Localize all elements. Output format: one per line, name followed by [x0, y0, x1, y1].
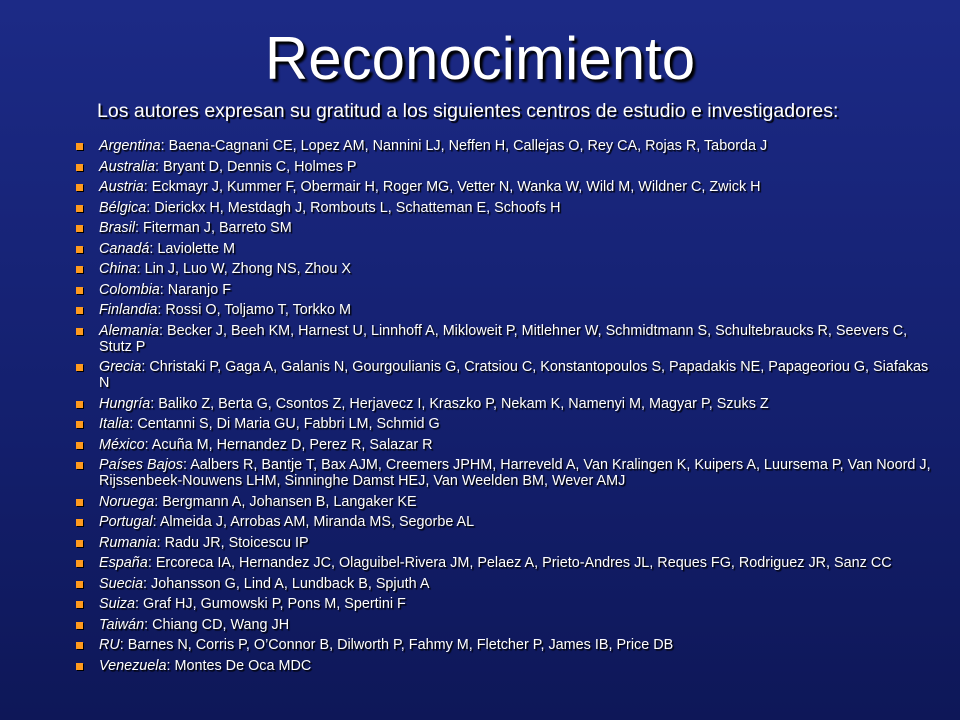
square-bullet-icon: [76, 307, 83, 314]
list-item: [76, 220, 936, 236]
separator: :: [143, 179, 152, 195]
list-item: [76, 302, 936, 318]
list-item: [76, 437, 936, 453]
country-name: Argentina: [99, 138, 161, 154]
separator: :: [150, 395, 159, 412]
investigator-names: Acuña M, Hernandez D, Perez R, Salazar R: [151, 436, 433, 453]
separator: :: [144, 616, 153, 633]
square-bullet-icon: [76, 246, 83, 253]
list-item: [76, 200, 936, 216]
country-name: Hungría: [99, 395, 151, 412]
separator: :: [147, 555, 156, 571]
slide-title: Reconocimiento: [264, 25, 696, 92]
square-bullet-icon: [76, 401, 83, 408]
separator: :: [154, 493, 163, 510]
square-bullet-icon: [76, 499, 83, 506]
square-bullet-icon: [76, 164, 83, 171]
investigator-names: Naranjo F: [167, 281, 231, 298]
investigator-names: Baliko Z, Berta G, Csontos Z, Herjavecz I, Kraszko P, Nekam K, Namenyi M, Magyar P, Szuks Z: [158, 395, 769, 412]
separator: :: [149, 240, 158, 257]
separator: :: [157, 302, 166, 318]
country-name: RU: [99, 637, 120, 653]
square-bullet-icon: [76, 622, 83, 629]
country-name: Colombia: [99, 281, 160, 298]
country-name: Rumania: [99, 534, 157, 551]
list-item: [76, 494, 936, 510]
investigator-names: Laviolette M: [157, 240, 236, 257]
separator: :: [136, 261, 145, 277]
list-item: [76, 617, 936, 633]
country-name: Suiza: [99, 596, 135, 612]
investigator-names: Graf HJ, Gumowski P, Pons M, Spertini F: [143, 596, 406, 612]
square-bullet-icon: [76, 519, 83, 526]
investigator-names: Bryant D, Dennis C, Holmes P: [163, 158, 357, 175]
investigator-names: Baena-Cagnani CE, Lopez AM, Nannini LJ, Neffen H, Callejas O, Rey CA, Rojas R, Taborda J: [168, 138, 768, 154]
list-item: [76, 637, 936, 653]
separator: :: [183, 457, 191, 473]
list-item: [76, 241, 936, 257]
investigator-names: Chiang CD, Wang JH: [152, 616, 290, 633]
square-bullet-icon: [76, 328, 83, 335]
investigator-names: Radu JR, Stoicescu IP: [164, 534, 309, 551]
acknowledgement-list: [76, 138, 936, 678]
separator: :: [166, 657, 175, 674]
country-name: Portugal: [99, 514, 153, 530]
separator: :: [155, 158, 163, 175]
square-bullet-icon: [76, 266, 83, 273]
square-bullet-icon: [76, 184, 83, 191]
country-name: Bélgica: [99, 199, 147, 216]
slide-subtitle: Los autores expresan su gratitud a los siguientes centros de estudio e investigadores:: [97, 100, 839, 122]
country-name: Australia: [99, 158, 155, 175]
country-name: Alemania: [99, 322, 159, 339]
separator: :: [152, 514, 160, 530]
square-bullet-icon: [76, 205, 83, 212]
separator: :: [135, 596, 143, 612]
separator: :: [144, 436, 152, 453]
list-item: [76, 457, 936, 489]
list-item: [76, 514, 936, 530]
square-bullet-icon: [76, 421, 83, 428]
square-bullet-icon: [76, 442, 83, 449]
square-bullet-icon: [76, 560, 83, 567]
list-item: [76, 359, 936, 391]
country-name: Suecia: [99, 575, 144, 592]
list-item: [76, 138, 936, 154]
list-item: [76, 282, 936, 298]
square-bullet-icon: [76, 601, 83, 608]
square-bullet-icon: [76, 663, 83, 670]
square-bullet-icon: [76, 225, 83, 232]
list-item: [76, 555, 936, 571]
country-name: España: [99, 555, 148, 571]
separator: :: [134, 220, 143, 236]
list-item: [76, 658, 936, 674]
investigator-names: Christaki P, Gaga A, Galanis N, Gourgoulianis G, Cratsiou C, Konstantopoulos S, Papadakis NE, Papageoriou G, Siafakas N: [99, 359, 929, 391]
investigator-names: Johansson G, Lind A, Lundback B, Spjuth A: [151, 575, 430, 592]
list-item: [76, 261, 936, 277]
list-item: [76, 535, 936, 551]
investigator-names: Centanni S, Di Maria GU, Fabbri LM, Schmid G: [137, 416, 440, 432]
list-item: [76, 159, 936, 175]
country-name: Brasil: [99, 220, 135, 236]
separator: :: [119, 637, 128, 653]
list-item: [76, 323, 936, 355]
investigator-names: Lin J, Luo W, Zhong NS, Zhou X: [144, 261, 351, 277]
square-bullet-icon: [76, 540, 83, 547]
country-name: Venezuela: [99, 657, 167, 674]
country-name: Canadá: [99, 240, 150, 257]
country-name: Austria: [99, 179, 144, 195]
country-name: México: [99, 436, 145, 453]
investigator-names: Rossi O, Toljamo T, Torkko M: [165, 302, 351, 318]
country-name: Finlandia: [99, 302, 158, 318]
separator: :: [159, 281, 168, 298]
square-bullet-icon: [76, 642, 83, 649]
separator: :: [129, 416, 138, 432]
square-bullet-icon: [76, 287, 83, 294]
investigator-names: Becker J, Beeh KM, Harnest U, Linnhoff A, Mikloweit P, Mitlehner W, Schmidtmann S, Schultebraucks R, Seevers C, Stutz P: [99, 322, 908, 355]
investigator-names: Aalbers R, Bantje T, Bax AJM, Creemers JPHM, Harreveld A, Van Kralingen K, Kuipers A, Luursema P, Van Noord J, Rijssenbeek-Nouwens LHM, Sinninghe Damst HEJ, Van Weelden BM, Wever AMJ: [99, 457, 931, 489]
investigator-names: Eckmayr J, Kummer F, Obermair H, Roger MG, Vetter N, Wanka W, Wild M, Wildner C, Zwick H: [151, 179, 761, 195]
investigator-names: Dierickx H, Mestdagh J, Rombouts L, Schatteman E, Schoofs H: [154, 199, 561, 216]
country-name: Grecia: [99, 359, 142, 375]
separator: :: [160, 138, 169, 154]
square-bullet-icon: [76, 462, 83, 469]
list-item: [76, 416, 936, 432]
country-name: China: [99, 261, 137, 277]
investigator-names: Barnes N, Corris P, O’Connor B, Dilworth P, Fahmy M, Fletcher P, James IB, Price DB: [127, 637, 674, 653]
square-bullet-icon: [76, 143, 83, 150]
separator: :: [146, 199, 155, 216]
separator: :: [143, 575, 152, 592]
list-item: [76, 576, 936, 592]
country-name: Taiwán: [99, 616, 145, 633]
separator: :: [156, 534, 165, 551]
investigator-names: Fiterman J, Barreto SM: [142, 220, 292, 236]
separator: :: [141, 359, 150, 375]
investigator-names: Bergmann A, Johansen B, Langaker KE: [162, 493, 417, 510]
list-item: [76, 596, 936, 612]
separator: :: [159, 322, 167, 339]
investigator-names: Montes De Oca MDC: [174, 657, 312, 674]
country-name: Italia: [99, 416, 130, 432]
investigator-names: Ercoreca IA, Hernandez JC, Olaguibel-Rivera JM, Pelaez A, Prieto-Andres JL, Reques FG, Rodriguez JR, Sanz CC: [155, 555, 892, 571]
square-bullet-icon: [76, 581, 83, 588]
list-item: [76, 396, 936, 412]
list-item: [76, 179, 936, 195]
country-name: Países Bajos: [99, 457, 183, 473]
country-name: Noruega: [99, 493, 155, 510]
square-bullet-icon: [76, 364, 83, 371]
investigator-names: Almeida J, Arrobas AM, Miranda MS, Segorbe AL: [159, 514, 475, 530]
